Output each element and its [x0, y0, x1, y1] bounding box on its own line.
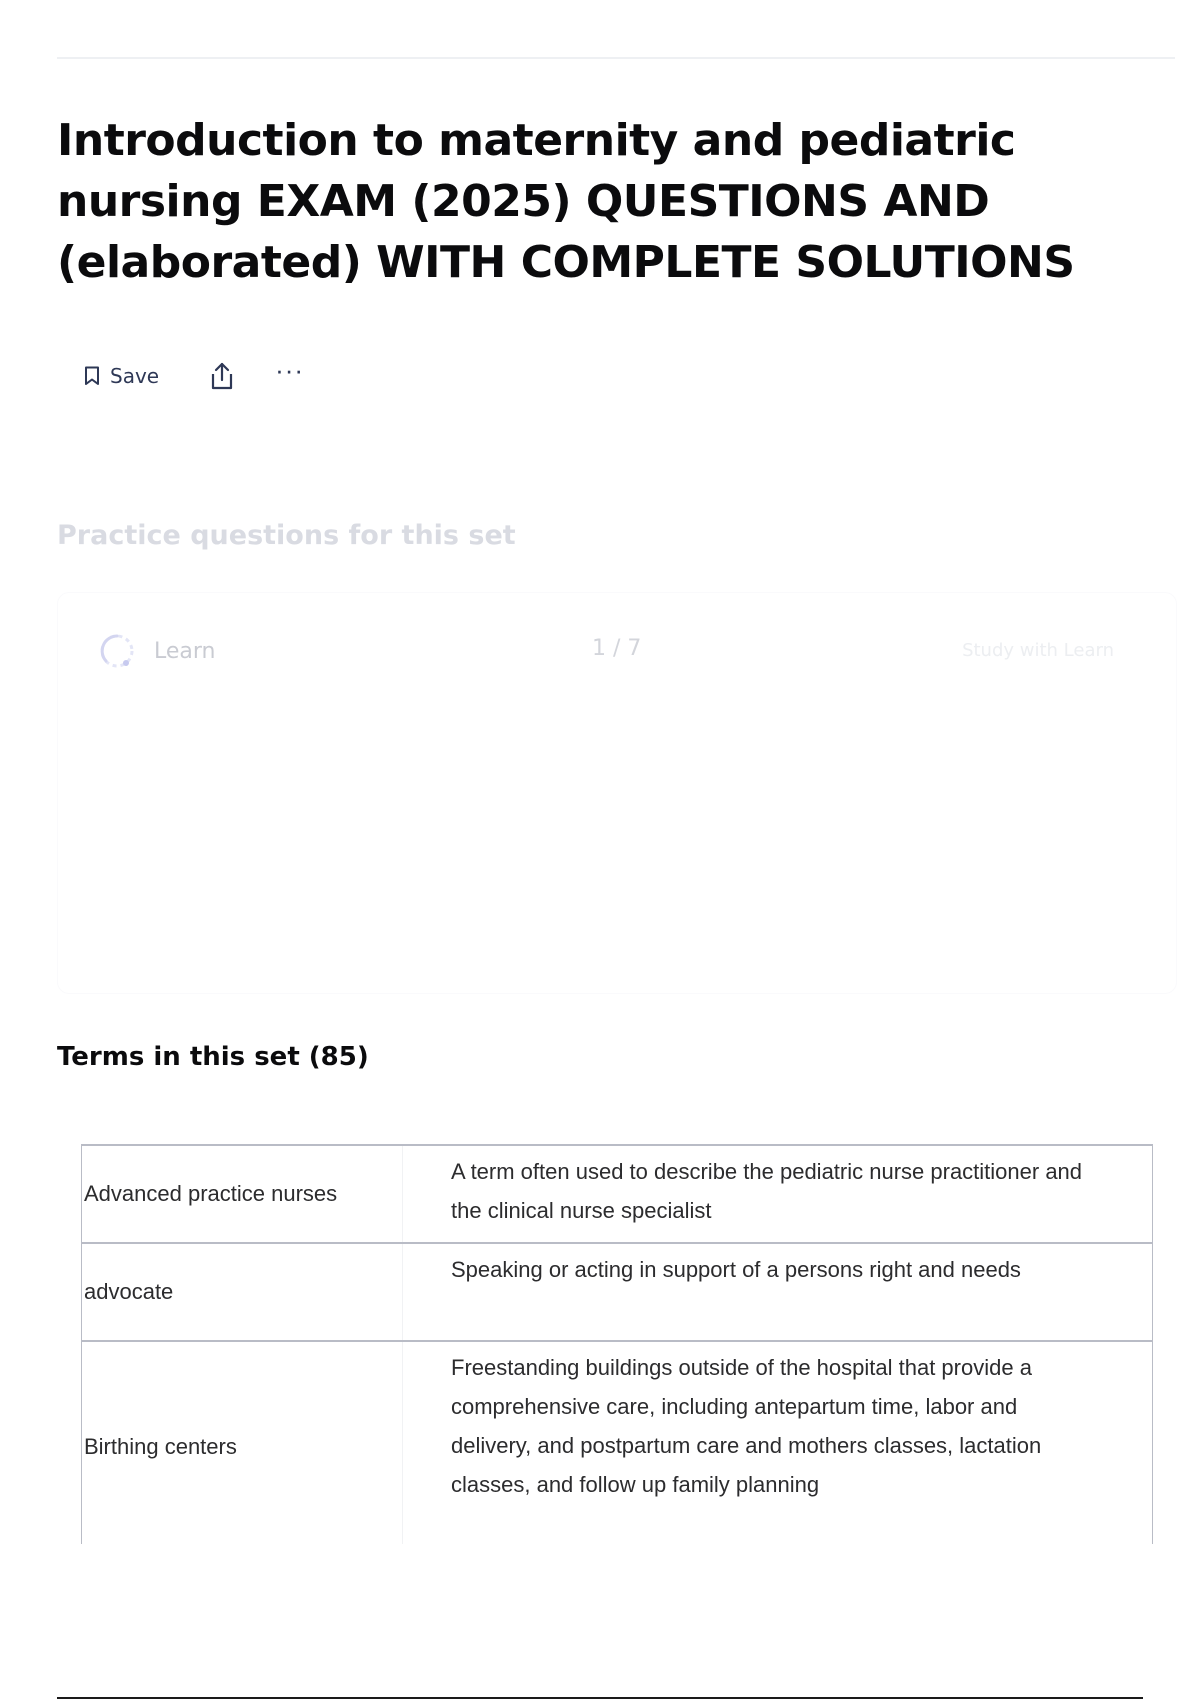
- learn-mode-button[interactable]: [98, 632, 216, 670]
- terms-table: [81, 1144, 1153, 1544]
- study-with-learn-link[interactable]: Study with Learn: [962, 640, 1114, 661]
- bookmark-icon: [84, 366, 100, 386]
- terms-heading: Terms in this set (85): [57, 1042, 369, 1072]
- share-button[interactable]: [209, 361, 235, 391]
- term-cell: Birthing centers: [82, 1342, 403, 1544]
- bottom-divider: [57, 1697, 1143, 1699]
- term-cell: advocate: [82, 1244, 403, 1340]
- save-button[interactable]: [84, 364, 159, 388]
- learn-progress-icon: [98, 632, 136, 670]
- save-label: Save: [110, 364, 160, 388]
- question-counter: 1 / 7: [592, 636, 642, 661]
- learn-label: Learn: [154, 638, 216, 664]
- definition-cell: Freestanding buildings outside of the hospital that provide a comprehensive care, including antepartum time, labor and delivery, and postpartum care and mothers classes, lactation classes, and follow up family planning: [451, 1355, 1042, 1497]
- page-title: Introduction to maternity and pediatric nursing EXAM (2025) QUESTIONS AND (elaborated) WITH COMPLETE SOLUTIONS: [57, 115, 1075, 288]
- set-toolbar: [84, 356, 304, 396]
- table-row: [81, 1340, 1153, 1544]
- table-row: [81, 1144, 1153, 1242]
- share-icon: [209, 361, 235, 391]
- practice-questions-heading: Practice questions for this set: [57, 520, 516, 551]
- definition-cell: Speaking or acting in support of a persons right and needs: [451, 1257, 1021, 1282]
- term-cell: Advanced practice nurses: [82, 1146, 403, 1242]
- top-divider: [57, 57, 1175, 59]
- table-row: [81, 1242, 1153, 1340]
- more-options-button[interactable]: ···: [275, 355, 305, 385]
- definition-cell: A term often used to describe the pediatric nurse practitioner and the clinical nurse specialist: [451, 1159, 1083, 1223]
